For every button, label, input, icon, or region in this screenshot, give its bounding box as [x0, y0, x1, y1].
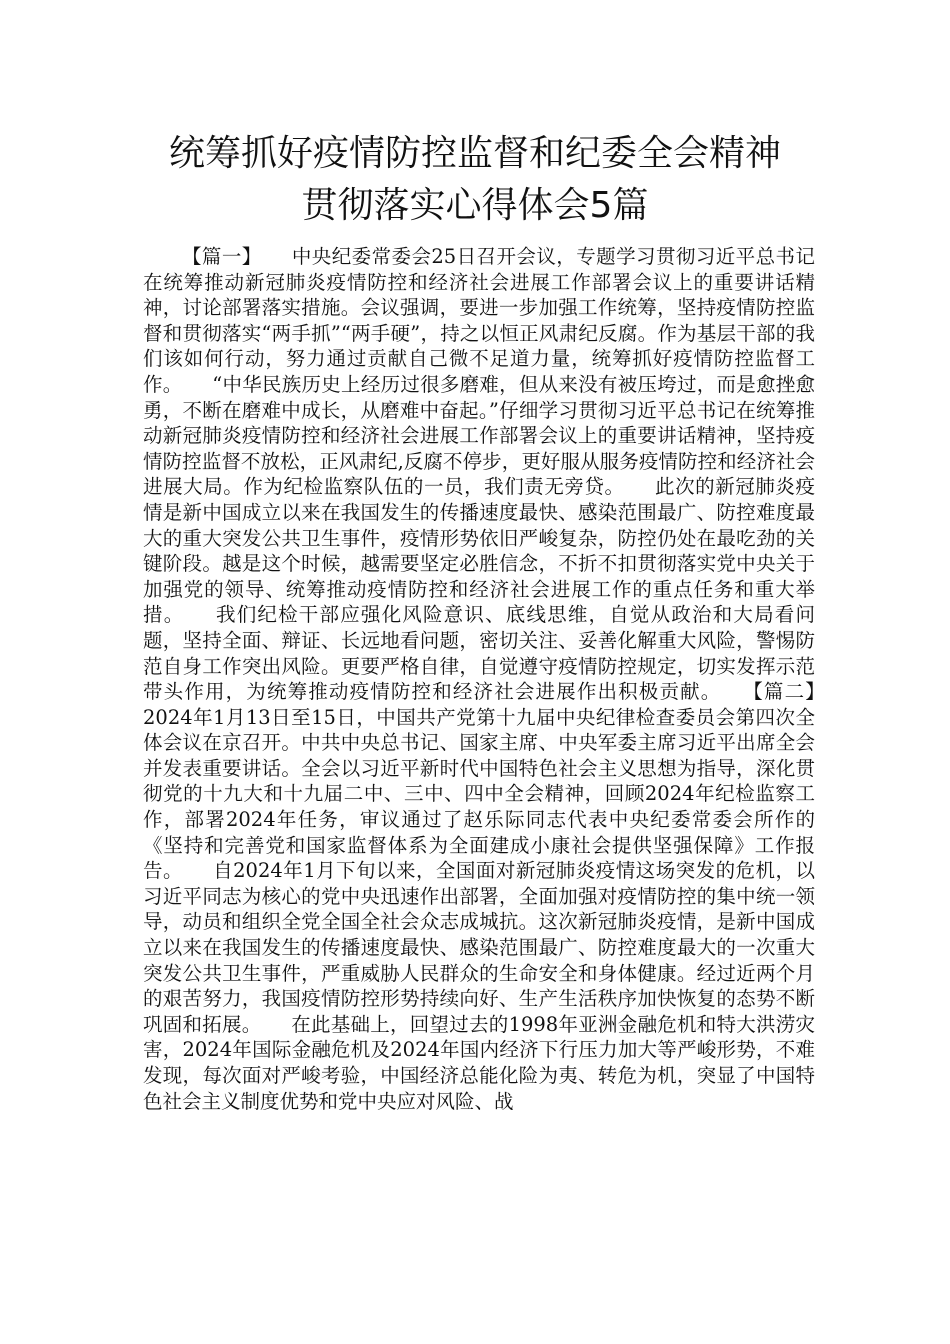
title-line-1: 统筹抓好疫情防控监督和纪委全会精神 — [168, 133, 781, 174]
document-title — [100, 128, 850, 232]
title-line-2: 贯彻落实心得体会5篇 — [301, 185, 649, 226]
body-paragraph: 【篇一】 中央纪委常委会25日召开会议，专题学习贯彻习近平总书记在统筹推动新冠肺炎疫情防控和经济社会进展工作部署会议上的重要讲话精神，讨论部署落实措施。会议强调，要进一步加强工作统筹，坚持疫情防控监督和贯彻落实“两手抓”“两手硬”，持之以恒正风肃纪反腐。作为基层干部的我们该如何行动，努力通过贡献自己微不足道力量，统筹抓好疫情防控监督工作。 “中华民族历史上经历过很多磨难，但从来没有被压垮过，而是愈挫愈勇，不断在磨难中成长，从磨难中奋起。”仔细学习贯彻习近平总书记在统筹推动新冠肺炎疫情防控和经济社会进展工作部署会议上的重要讲话精神，坚持疫情防控监督不放松，正风肃纪,反腐不停步，更好服从服务疫情防控和经济社会进展大局。作为纪检监察队伍的一员，我们责无旁贷。 此次的新冠肺炎疫情是新中国成立以来在我国发生的传播速度最快、感染范围最广、防控难度最大的重大突发公共卫生事件，疫情形势依旧严峻复杂，防控仍处在最吃劲的关键阶段。越是这个时候，越需要坚定必胜信念，不折不扣贯彻落实党中央关于加强党的领导、统筹推动疫情防控和经济社会进展工作的重点任务和重大举措。 我们纪检干部应强化风险意识、底线思维，自觉从政治和大局看问题，坚持全面、辩证、长远地看问题，密切关注、妥善化解重大风险，警惕防范自身工作突出风险。更要严格自律，自觉遵守疫情防控规定，切实发挥示范带头作用，为统筹推动疫情防控和经济社会进展作出积极贡献。 【篇二】 2024年1月13日至15日，中国共产党第十九届中央纪律检查委员会第四次全体会议在京召开。中共中央总书记、国家主席、中央军委主席习近平出席全会并发表重要讲话。全会以习近平新时代中国特色社会主义思想为指导，深化贯彻党的十九大和十九届二中、三中、四中全会精神，回顾2024年纪检监察工作，部署2024年任务，审议通过了赵乐际同志代表中央纪委常委会所作的《坚持和完善党和国家监督体系为全面建成小康社会提供坚强保障》工作报告。 自2024年1月下旬以来，全国面对新冠肺炎疫情这场突发的危机，以习近平同志为核心的党中央迅速作出部署，全面加强对疫情防控的集中统一领导，动员和组织全党全国全社会众志成城抗。这次新冠肺炎疫情，是新中国成立以来在我国发生的传播速度最快、感染范围最广、防控难度最大的一次重大突发公共卫生事件，严重威胁人民群众的生命安全和身体健康。经过近两个月的艰苦努力，我国疫情防控形势持续向好、生产生活秩序加快恢复的态势不断巩固和拓展。 在此基础上，回望过去的1998年亚洲金融危机和特大洪涝灾害，2024年国际金融危机及2024年国内经济下行压力加大等严峻形势，不难发现，每次面对严峻考验，中国经济总能化险为夷、转危为机，突显了中国特色社会主义制度优势和党中央应对风险、战 — [143, 245, 855, 1113]
